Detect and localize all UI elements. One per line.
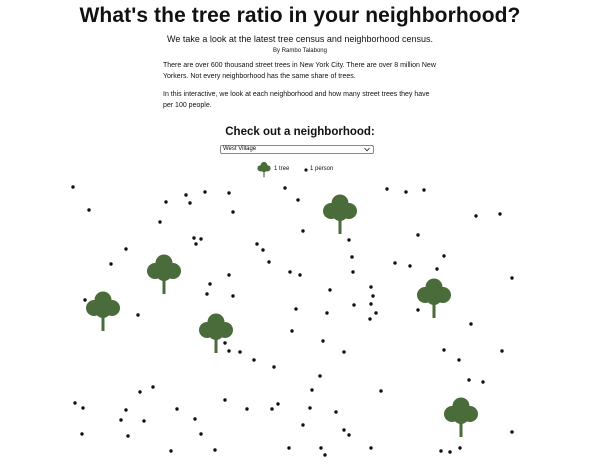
chevron-down-icon: [364, 147, 370, 152]
person-dot: [442, 348, 445, 351]
person-dot: [208, 282, 211, 285]
person-dot: [136, 313, 139, 316]
picker-heading: Check out a neighborhood:: [225, 126, 375, 138]
person-dot: [435, 267, 438, 270]
person-dot: [73, 401, 76, 404]
person-dot: [199, 237, 202, 240]
person-dot: [369, 302, 372, 305]
person-dot: [203, 190, 206, 193]
person-dot: [231, 210, 234, 213]
person-dot: [342, 428, 345, 431]
person-dot: [192, 236, 195, 239]
person-dot: [138, 390, 141, 393]
person-dot: [223, 341, 226, 344]
person-dot: [188, 201, 191, 204]
person-dot: [371, 294, 374, 297]
person-dot: [368, 317, 371, 320]
person-dot: [270, 407, 273, 410]
tree-mark: [86, 292, 120, 332]
person-dot: [448, 450, 451, 453]
neighborhood-select-value: West Village: [223, 146, 257, 152]
person-dot: [342, 350, 345, 353]
person-dot: [124, 247, 127, 250]
person-dot: [347, 433, 350, 436]
person-dot: [351, 270, 354, 273]
person-dot: [80, 432, 83, 435]
person-dot: [193, 417, 196, 420]
person-dot: [350, 255, 353, 258]
person-dot: [369, 285, 372, 288]
person-dot: [194, 242, 197, 245]
person-dot: [124, 408, 127, 411]
person-dot: [310, 388, 313, 391]
person-dot: [416, 233, 419, 236]
person-dot: [469, 322, 472, 325]
person-dot: [379, 389, 382, 392]
tree-mark: [323, 195, 357, 235]
byline: By Rambo Talabong: [273, 48, 327, 54]
person-dot: [283, 186, 286, 189]
person-dot: [205, 292, 208, 295]
person-dot: [151, 385, 154, 388]
person-dot: [227, 273, 230, 276]
person-dot: [81, 406, 84, 409]
person-dot: [408, 264, 411, 267]
dot-icon: [304, 168, 308, 172]
person-dot: [369, 446, 372, 449]
person-dot: [231, 294, 234, 297]
tree-people-field: [0, 180, 600, 476]
person-dot: [294, 307, 297, 310]
person-dot: [290, 329, 293, 332]
person-dot: [288, 270, 291, 273]
person-dot: [261, 248, 264, 251]
person-dot: [301, 423, 304, 426]
person-dot: [126, 434, 129, 437]
person-dot: [227, 191, 230, 194]
person-dot: [374, 311, 377, 314]
intro-paragraph-1: There are over 600 thousand street trees in New York City. There are over 8 million New Yorkers. Not every neighborhood has the same share of trees.: [163, 62, 436, 80]
person-dot: [510, 430, 513, 433]
person-dot: [308, 406, 311, 409]
person-dot: [272, 365, 275, 368]
intro-paragraph-2: In this interactive, we look at each neighborhood and how many street trees they have per 100 people.: [163, 91, 430, 109]
tree-mark: [199, 314, 233, 354]
person-dot: [142, 419, 145, 422]
person-dot: [481, 380, 484, 383]
person-dot: [227, 349, 230, 352]
legend-tree-label: 1 tree: [274, 166, 290, 172]
person-dot: [301, 229, 304, 232]
person-dot: [321, 339, 324, 342]
person-dot: [500, 349, 503, 352]
person-dot: [255, 242, 258, 245]
person-dot: [422, 188, 425, 191]
person-dot: [164, 200, 167, 203]
person-dot: [352, 303, 355, 306]
person-dot: [213, 448, 216, 451]
person-dot: [318, 374, 321, 377]
person-dot: [457, 358, 460, 361]
person-dot: [328, 288, 331, 291]
person-dot: [498, 212, 501, 215]
neighborhood-select[interactable]: [220, 145, 374, 154]
person-dot: [175, 407, 178, 410]
person-dot: [393, 261, 396, 264]
person-dot: [158, 220, 161, 223]
person-dot: [385, 187, 388, 190]
person-dot: [439, 449, 442, 452]
tree-icon: [257, 161, 271, 178]
person-dot: [169, 449, 172, 452]
person-dot: [267, 260, 270, 263]
legend: [0, 160, 600, 178]
person-dot: [458, 446, 461, 449]
person-dot: [319, 446, 322, 449]
person-dot: [298, 273, 301, 276]
person-dot: [276, 402, 279, 405]
tree-mark: [147, 255, 181, 295]
person-dot: [245, 407, 248, 410]
person-dot: [119, 418, 122, 421]
person-dot: [71, 185, 74, 188]
person-dot: [510, 276, 513, 279]
person-dot: [334, 410, 337, 413]
person-dot: [223, 398, 226, 401]
person-dot: [83, 298, 86, 301]
person-dot: [325, 311, 328, 314]
person-dot: [323, 453, 326, 456]
person-dot: [296, 198, 299, 201]
person-dot: [199, 432, 202, 435]
person-dot: [474, 214, 477, 217]
page-subtitle: We take a look at the latest tree census and neighborhood census.: [166, 34, 433, 44]
person-dot: [442, 254, 445, 257]
person-dot: [252, 358, 255, 361]
person-dot: [347, 238, 350, 241]
legend-person-label: 1 person: [310, 166, 334, 172]
person-dot: [404, 190, 407, 193]
person-dot: [238, 350, 241, 353]
person-dot: [184, 193, 187, 196]
tree-mark: [417, 279, 451, 319]
tree-mark: [444, 398, 478, 438]
person-dot: [109, 262, 112, 265]
person-dot: [87, 208, 90, 211]
person-dot: [467, 378, 470, 381]
person-dot: [416, 308, 419, 311]
page-title: What's the tree ratio in your neighborhood?: [79, 4, 521, 27]
person-dot: [287, 446, 290, 449]
